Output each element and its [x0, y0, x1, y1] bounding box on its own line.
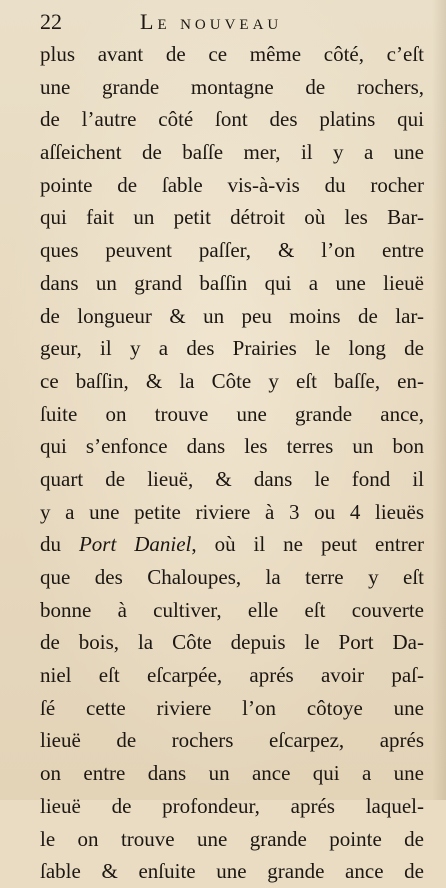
text-line: que des Chaloupes, la terre y eſt [40, 565, 424, 589]
text-line: lieuë de profondeur, aprés laquel- [40, 793, 424, 818]
text-segment: du [40, 532, 79, 557]
body-text [40, 38, 424, 888]
text-segment: , où il ne peut entrer [191, 532, 425, 557]
italic-place-name: Port Daniel [78, 532, 192, 557]
text-line: aſſeichent de baſſe mer, il y a une [40, 140, 424, 165]
text-line: plus avant de ce même côté, c’eſt [40, 42, 424, 66]
running-head [40, 6, 420, 38]
text-line: une grande montagne de rochers, [40, 74, 424, 99]
page-gutter-shadow [432, 0, 446, 800]
text-line: de longueur & un peu moins de lar- [40, 303, 424, 328]
text-line: ſuite on trouve une grande ance, [40, 401, 424, 426]
text-line: qui fait un petit détroit où les Bar- [40, 205, 424, 230]
text-line: geur, il y a des Prairies le long de [40, 336, 424, 361]
text-line: de l’autre côté ſont des platins qui [40, 107, 424, 132]
text-line: ques peuvent paſſer, & l’on entre [40, 238, 424, 263]
text-line: ſé cette riviere l’on côtoye une [40, 695, 424, 720]
page-number: 22 [40, 9, 62, 34]
text-line [40, 528, 424, 561]
text-line: niel eſt eſcarpée, aprés avoir paſ- [40, 663, 424, 688]
text-line: quart de lieuë, & dans le fond il [40, 466, 424, 491]
text-line: pointe de ſable vis-à-vis du rocher [40, 172, 424, 197]
text-line: qui s’enfonce dans les terres un bon [40, 434, 424, 459]
text-line: bonne à cultiver, elle eſt couverte [40, 597, 424, 622]
text-line: le on trouve une grande pointe de [40, 826, 424, 851]
text-line: de bois, la Côte depuis le Port Da- [40, 630, 424, 655]
text-line: y a une petite riviere à 3 ou 4 lieuës [40, 499, 424, 524]
text-line: lieuë de rochers eſcarpez, aprés [40, 728, 424, 753]
text-line: on entre dans un ance qui a une [40, 761, 424, 786]
text-line: dans un grand baſſin qui a une lieuë [40, 270, 424, 295]
text-line: ce baſſin, & la Côte y eſt baſſe, en- [40, 368, 424, 393]
text-line: ſable & enſuite une grande ance de [40, 859, 424, 884]
running-title: Le nouveau [140, 9, 283, 34]
